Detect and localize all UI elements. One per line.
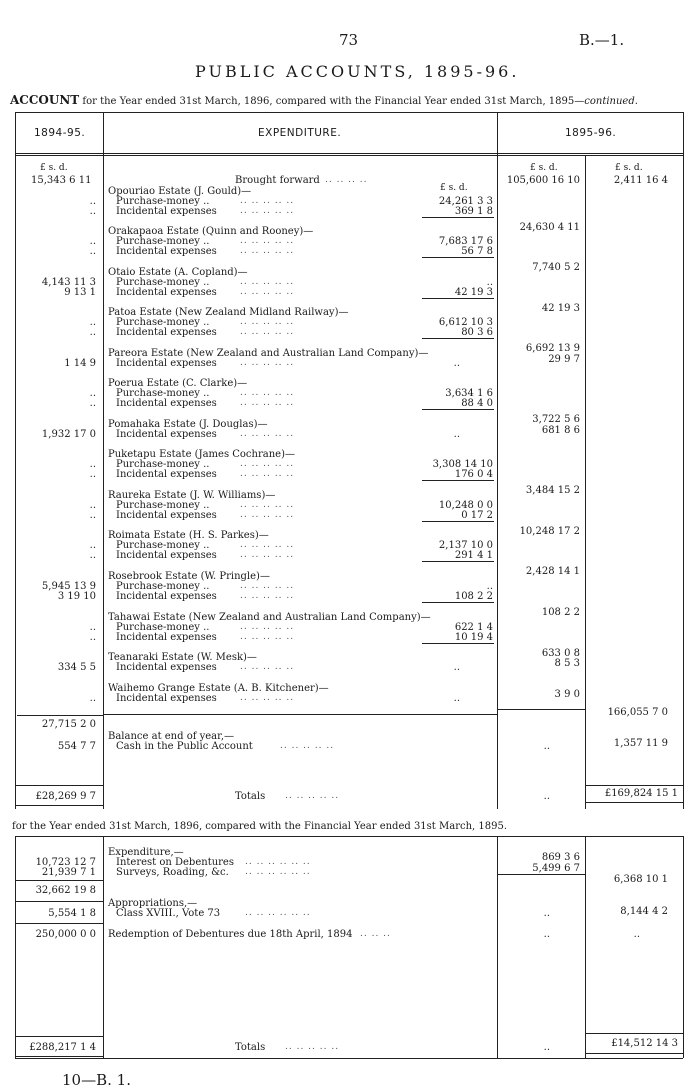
table2-col-1 <box>103 836 104 1058</box>
estate-name: Puketapu Estate (James Cochrane)— <box>108 449 295 460</box>
page-title: PUBLIC ACCOUNTS, 1895-96. <box>195 62 520 81</box>
leader-dots: .. .. .. .. .. <box>240 581 295 591</box>
table2-left-rule <box>15 836 16 1058</box>
estate-line-incidental: Incidental expenses <box>116 550 217 561</box>
estate-name: Pomahaka Estate (J. Douglas)— <box>108 419 268 430</box>
estate-total: 24,630 4 11 <box>519 222 580 233</box>
estate-total: 29 9 7 <box>548 354 580 365</box>
leader-dots: .. .. .. .. .. <box>240 246 295 256</box>
totals1-left: £28,269 9 7 <box>35 791 96 802</box>
leader-dots: .. .. .. <box>360 929 391 939</box>
leader-dots: .. .. .. .. .. <box>240 550 295 560</box>
table-left-rule <box>15 112 16 809</box>
table-right-rule <box>683 112 684 809</box>
estate-amount-purchase: 6,612 10 3 <box>438 317 493 328</box>
table2-top-rule <box>15 836 683 837</box>
totals1-label: Totals <box>235 791 266 802</box>
col-divider-1 <box>103 112 104 809</box>
estate-line-purchase: Purchase-money .. <box>116 388 210 399</box>
interest-left: 10,723 12 7 <box>35 857 96 868</box>
estate-amount-incidental: .. <box>453 693 460 704</box>
table2-col-2 <box>497 836 498 1058</box>
leader-dots: .. .. .. .. .. <box>240 540 295 550</box>
estate-prior-purchase: .. <box>89 196 96 207</box>
estate-name: Poerua Estate (C. Clarke)— <box>108 378 248 389</box>
estate-amount-purchase: 24,261 3 3 <box>438 196 493 207</box>
estate-line-purchase: Purchase-money .. <box>116 236 210 247</box>
estate-name: Teanaraki Estate (W. Mesk)— <box>108 652 257 663</box>
sum-rule-left <box>15 880 103 881</box>
leader-dots: .. .. .. .. .. <box>240 469 295 479</box>
subtitle-text: for the Year ended 31st March, 1896, compared with the Financial Year ended 31st March, 1895— <box>82 96 585 107</box>
leader-dots: .. .. .. .. .. <box>240 591 295 601</box>
table-top-rule <box>15 112 683 113</box>
leader-dots: .. .. .. .. .. <box>285 1042 340 1052</box>
estate-name: Waihemo Grange Estate (A. B. Kitchener)— <box>108 683 329 694</box>
totals1-colC: £169,824 15 1 <box>604 788 678 799</box>
class-left: 5,554 1 8 <box>48 908 96 919</box>
sum-rule <box>422 409 494 410</box>
estate-name: Orakapaoa Estate (Quinn and Rooney)— <box>108 226 314 237</box>
estate-line-purchase: Purchase-money .. <box>116 622 210 633</box>
balance-left: 554 7 7 <box>57 741 96 752</box>
estate-amount-purchase: 2,137 10 0 <box>438 540 493 551</box>
header-expenditure: EXPENDITURE. <box>258 127 342 139</box>
estate-amount-incidental: 42 19 3 <box>454 287 493 298</box>
redemption-colB: .. <box>543 929 550 940</box>
estate-amount-purchase: .. <box>486 277 493 288</box>
double-rule-right <box>585 802 683 803</box>
balance-sub: Cash in the Public Account <box>116 741 253 752</box>
estate-amount-purchase: 3,308 14 10 <box>432 459 493 470</box>
estate-prior-incidental: .. <box>89 693 96 704</box>
estate-line-incidental: Incidental expenses <box>116 398 217 409</box>
estate-name: Rosebrook Estate (W. Pringle)— <box>108 571 270 582</box>
estate-name: Patoa Estate (New Zealand Midland Railway)— <box>108 307 349 318</box>
estate-line-incidental: Incidental expenses <box>116 358 217 369</box>
estate-prior-incidental: 3 19 10 <box>57 591 96 602</box>
redemption-label: Redemption of Debentures due 18th April, 1894 <box>108 929 353 940</box>
units-colC: £ s. d. <box>615 163 643 173</box>
estate-prior-incidental: .. <box>89 550 96 561</box>
totals2-colC: £14,512 14 3 <box>611 1038 678 1049</box>
exp-total-colC: 6,368 10 1 <box>613 874 668 885</box>
header-bottom-rule <box>15 153 683 154</box>
estate-line-purchase: Purchase-money .. <box>116 500 210 511</box>
totals-rule-right <box>585 785 683 786</box>
leader-dots: .. .. .. .. .. <box>240 632 295 642</box>
subtotal-rule <box>103 714 497 715</box>
totals2-label: Totals <box>235 1042 266 1053</box>
estate-total: 2,428 14 1 <box>525 566 580 577</box>
estate-line-purchase: Purchase-money .. <box>116 581 210 592</box>
leader-dots: .. .. .. .. .. .. <box>245 867 311 877</box>
leader-dots: .. .. .. .. .. <box>240 358 295 368</box>
estate-name: Otaio Estate (A. Copland)— <box>108 267 248 278</box>
leader-dots: .. .. .. .. .. <box>240 388 295 398</box>
page-number: 73 <box>339 31 359 49</box>
exp-label: Expenditure,— <box>108 847 184 858</box>
estate-line-incidental: Incidental expenses <box>116 632 217 643</box>
estate-name: Pareora Estate (New Zealand and Australian Land Company)— <box>108 348 429 359</box>
table2-right-rule <box>683 836 684 1058</box>
subtotal-rule-b <box>497 709 585 710</box>
footer-ref: 10—B. 1. <box>62 1071 131 1089</box>
subtitle-continued: continued. <box>584 96 638 107</box>
estate-prior-incidental: .. <box>89 246 96 257</box>
leader-dots: .. .. .. .. .. <box>240 693 295 703</box>
estate-line-incidental: Incidental expenses <box>116 693 217 704</box>
subtitle-lead: ACCOUNT <box>10 93 80 107</box>
estate-total: 633 0 8 <box>541 648 580 659</box>
table2-bottom-rule <box>15 1058 683 1059</box>
estate-prior-incidental: .. <box>89 469 96 480</box>
leader-dots: .. .. .. .. .. <box>240 510 295 520</box>
estate-line-incidental: Incidental expenses <box>116 287 217 298</box>
bf-left: 15,343 6 11 <box>31 175 92 186</box>
rule <box>15 923 103 924</box>
leader-dots: .. .. .. .. .. <box>240 398 295 408</box>
table2-col-3 <box>585 836 586 1058</box>
bf-colC: 2,411 16 4 <box>613 175 668 186</box>
leader-dots: .. .. .. .. .. <box>240 662 295 672</box>
sum-rule <box>422 257 494 258</box>
estate-amount-incidental: 80 3 6 <box>461 327 493 338</box>
estate-total: 3,484 15 2 <box>525 485 580 496</box>
estate-total: 7,740 5 2 <box>532 262 580 273</box>
estate-prior-incidental: .. <box>89 510 96 521</box>
header-1894: 1894-95. <box>34 127 86 139</box>
exp-total-left: 32,662 19 8 <box>35 885 96 896</box>
estate-total: 681 8 6 <box>541 425 580 436</box>
totals-rule-left <box>15 1036 103 1037</box>
estate-name: Raureka Estate (J. W. Williams)— <box>108 490 276 501</box>
leader-dots: .. .. .. .. .. <box>240 459 295 469</box>
estate-amount-incidental: 291 4 1 <box>454 550 493 561</box>
estate-amount-incidental: 369 1 8 <box>454 206 493 217</box>
balance-colC: 1,357 11 9 <box>613 738 668 749</box>
estate-line-purchase: Purchase-money .. <box>116 540 210 551</box>
estate-amount-incidental: 176 0 4 <box>454 469 493 480</box>
estate-line-incidental: Incidental expenses <box>116 510 217 521</box>
totals2-left: £288,217 1 4 <box>29 1042 96 1053</box>
sum-rule <box>497 874 585 875</box>
totals1-colB: .. <box>543 791 550 802</box>
estate-line-purchase: Purchase-money .. <box>116 317 210 328</box>
estate-prior-incidental: .. <box>89 327 96 338</box>
sum-rule <box>422 561 494 562</box>
double-rule-right <box>585 1053 683 1054</box>
balance-label: Balance at end of year,— <box>108 731 234 742</box>
second-heading: for the Year ended 31st March, 1896, compared with the Financial Year ended 31st March, 1895. <box>12 821 508 832</box>
estate-total: 42 19 3 <box>541 303 580 314</box>
estate-prior-purchase: .. <box>89 388 96 399</box>
estate-amount-incidental: .. <box>453 429 460 440</box>
estate-prior-purchase: .. <box>89 459 96 470</box>
leader-dots: .. .. .. .. .. .. <box>245 857 311 867</box>
estate-prior-purchase: .. <box>89 500 96 511</box>
estate-amount-incidental: 0 17 2 <box>461 510 493 521</box>
sum-rule <box>422 480 494 481</box>
estate-line-incidental: Incidental expenses <box>116 246 217 257</box>
units-colB: £ s. d. <box>530 163 558 173</box>
estate-line-incidental: Incidental expenses <box>116 469 217 480</box>
approp-label: Appropriations,— <box>108 898 198 909</box>
col-divider-3 <box>585 155 586 809</box>
estate-prior-purchase: .. <box>89 540 96 551</box>
double-rule-left <box>15 1056 103 1057</box>
estate-total: 8 5 3 <box>554 658 580 669</box>
estate-amount-purchase: 10,248 0 0 <box>438 500 493 511</box>
double-rule-left <box>15 805 103 806</box>
estate-amount-incidental: 56 7 8 <box>461 246 493 257</box>
estate-prior-purchase: .. <box>89 317 96 328</box>
bf-colB: 105,600 16 10 <box>506 175 580 186</box>
estate-line-purchase: Purchase-money .. <box>116 459 210 470</box>
estate-prior-purchase: 5,945 13 9 <box>41 581 96 592</box>
leader-dots: .. .. .. .. .. .. <box>245 908 311 918</box>
class-colB: .. <box>543 908 550 919</box>
sum-rule <box>422 298 494 299</box>
estate-prior-incidental: 1 14 9 <box>64 358 96 369</box>
leader-dots: .. .. .. .. .. <box>240 317 295 327</box>
estate-total: 3,722 5 6 <box>532 414 580 425</box>
subtotal-colC: 166,055 7 0 <box>607 707 668 718</box>
estate-line-incidental: Incidental expenses <box>116 206 217 217</box>
leader-dots: .. .. .. .. .. <box>240 277 295 287</box>
estate-amount-incidental: .. <box>453 358 460 369</box>
estate-total: 3 9 0 <box>554 689 580 700</box>
estate-line-incidental: Incidental expenses <box>116 327 217 338</box>
leader-dots: .. .. .. .. .. <box>240 500 295 510</box>
rule <box>15 901 103 902</box>
totals-rule-left <box>15 785 103 786</box>
sum-rule <box>422 643 494 644</box>
estate-amount-incidental: 10 19 4 <box>454 632 493 643</box>
estate-prior-purchase: 4,143 11 3 <box>41 277 96 288</box>
interest-colB: 869 3 6 <box>541 852 580 863</box>
header-bottom-rule-2 <box>15 155 683 156</box>
estate-prior-incidental: 9 13 1 <box>64 287 96 298</box>
leader-dots: .. .. .. .. .. <box>240 196 295 206</box>
col-divider-2 <box>497 112 498 809</box>
estate-prior-incidental: .. <box>89 206 96 217</box>
subtotal-rule-left <box>17 715 103 716</box>
subtitle <box>10 95 638 107</box>
sum-rule <box>422 521 494 522</box>
estate-name: Tahawai Estate (New Zealand and Australian Land Company)— <box>108 612 431 623</box>
leader-dots: .. .. .. .. <box>325 175 368 185</box>
units-colA: £ s. d. <box>440 183 468 193</box>
estate-prior-purchase: .. <box>89 236 96 247</box>
estate-line-incidental: Incidental expenses <box>116 591 217 602</box>
estate-line-purchase: Purchase-money .. <box>116 196 210 207</box>
interest-label: Interest on Debentures <box>116 857 234 868</box>
estate-amount-purchase: 7,683 17 6 <box>438 236 493 247</box>
leader-dots: .. .. .. .. .. <box>240 622 295 632</box>
totals2-colB: .. <box>543 1042 550 1053</box>
estate-amount-purchase: 3,634 1 6 <box>445 388 493 399</box>
leader-dots: .. .. .. .. .. <box>240 287 295 297</box>
leader-dots: .. .. .. .. .. <box>280 741 335 751</box>
estate-amount-incidental: 88 4 0 <box>461 398 493 409</box>
estate-prior-incidental: .. <box>89 632 96 643</box>
estate-name: Roimata Estate (H. S. Parkes)— <box>108 530 269 541</box>
doc-ref: B.—1. <box>579 31 625 49</box>
estate-amount-purchase: .. <box>486 581 493 592</box>
class-label: Class XVIII., Vote 73 <box>116 908 221 919</box>
estate-amount-incidental: 108 2 2 <box>454 591 493 602</box>
estate-name: Opouriao Estate (J. Gould)— <box>108 186 252 197</box>
leader-dots: .. .. .. .. .. <box>240 429 295 439</box>
sum-rule <box>422 602 494 603</box>
leader-dots: .. .. .. .. .. <box>240 327 295 337</box>
estate-total: 6,692 13 9 <box>525 343 580 354</box>
units-left: £ s. d. <box>40 163 68 173</box>
estate-prior-incidental: 334 5 5 <box>57 662 96 673</box>
estate-prior-purchase: .. <box>89 622 96 633</box>
redemption-left: 250,000 0 0 <box>35 929 96 940</box>
estate-total: 10,248 17 2 <box>519 526 580 537</box>
balance-colB: .. <box>543 741 550 752</box>
sum-rule <box>422 338 494 339</box>
sum-rule <box>422 217 494 218</box>
leader-dots: .. .. .. .. .. <box>240 236 295 246</box>
estate-line-incidental: Incidental expenses <box>116 429 217 440</box>
leader-dots: .. .. .. .. .. <box>240 206 295 216</box>
estate-line-purchase: Purchase-money .. <box>116 277 210 288</box>
class-colC: 8,144 4 2 <box>620 906 668 917</box>
surveys-label: Surveys, Roading, &c. <box>116 867 229 878</box>
totals-rule-right <box>585 1033 683 1034</box>
surveys-left: 21,939 7 1 <box>41 867 96 878</box>
estate-total: 108 2 2 <box>541 607 580 618</box>
redemption-colC: .. <box>633 929 640 940</box>
bf-label: Brought forward <box>235 175 320 186</box>
estate-amount-purchase: 622 1 4 <box>454 622 493 633</box>
subtotal-left: 27,715 2 0 <box>41 719 96 730</box>
estate-line-incidental: Incidental expenses <box>116 662 217 673</box>
estate-amount-incidental: .. <box>453 662 460 673</box>
surveys-colB: 5,499 6 7 <box>532 863 580 874</box>
estate-prior-incidental: .. <box>89 398 96 409</box>
leader-dots: .. .. .. .. .. <box>285 791 340 801</box>
header-1895: 1895-96. <box>565 127 617 139</box>
estate-prior-incidental: 1,932 17 0 <box>41 429 96 440</box>
